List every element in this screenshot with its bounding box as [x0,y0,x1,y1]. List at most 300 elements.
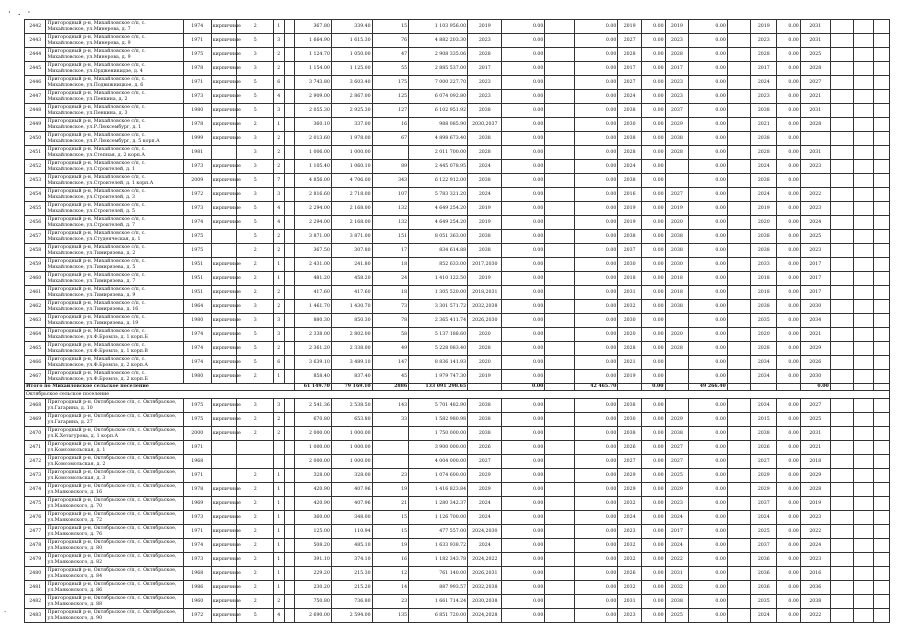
cell-addr: Пригородный р-н, Октябрьское с/п, с. Октябрьское, ул.Маяковского, д. 72 [46,511,183,525]
cell-p: 33 [372,413,408,427]
cell-m [211,244,237,258]
cell-y4: 2021 [800,90,830,104]
cell-a1: 880.30 [295,314,331,328]
cell-z3: 0.00 [777,609,801,623]
cell-n: 2475 [25,497,46,511]
cell-empty [830,497,854,511]
cell-z2: 0.00 [689,356,728,370]
cell-y1: 2020 [618,328,642,342]
cell-empty [873,511,889,525]
cell-empty [873,202,889,216]
cell-empty [727,539,751,553]
cell-a2: 4 706.00 [331,174,372,188]
cell-addr: Пригородный р-н, Октябрьское с/п, с. Октябрьское, ул.Маяковского, д. 80 [46,539,183,553]
cell-addr: Пригородный р-н, Октябрьское с/п, с. Октябрьское, ул.Маяковского, д. 70 [46,497,183,511]
cell-p: 19 [372,539,408,553]
cell-y1: 2018 [618,272,642,286]
cell-t: 2023 [468,34,502,48]
table-row [25,230,890,244]
cell-m: кирпичные [211,553,237,567]
cell-empty [727,581,751,595]
cell-f: 5 [237,328,273,342]
cell-y3: 2020 [751,216,777,230]
table-row [25,539,890,553]
cell-n: 2468 [25,399,46,413]
cell-y4: 2022 [800,609,830,623]
subtotal-row [25,384,890,391]
cell-n: 2469 [25,413,46,427]
cell-n: 2454 [25,188,46,202]
cell-empty [727,511,751,525]
cell-y2: 2028 [665,342,689,356]
cell-p: 18 [372,258,408,272]
cell-x: 0.00 [575,258,618,272]
cell-y3: 2034 [751,399,777,413]
cell-a1: 367.50 [295,244,331,258]
cell-z: 0.00 [502,132,545,146]
cell-empty [545,314,575,328]
cell-empty [830,511,854,525]
cell-y4: 2023 [800,511,830,525]
cell-y1: 2024 [618,90,642,104]
cell-n: 2449 [25,118,46,132]
cell-p: 125 [372,90,408,104]
cell-e: 2 [273,132,284,146]
cell-f: 2 [237,595,273,609]
cell-empty [873,581,889,595]
cell-empty [830,441,854,455]
cell-addr: Пригородный р-н, Октябрьское с/п, с. Октябрьское, ул.Гагарина, д. 10 [46,399,183,413]
cell-a2: 1 000.00 [331,441,372,455]
cell-addr: Пригородный р-н, Михайловское с/п, с. Михайловское, ул.Студенческая, д. 1 [46,230,183,244]
cell-x: 0.00 [575,413,618,427]
cell-addr: Пригородный р-н, Михайловское с/п, с. Михайловское, ул.Ф.Бромлэ, д. 2 корп.А [46,356,183,370]
cell-y1: 2030 [618,314,642,328]
cell-n: 2476 [25,511,46,525]
cell-p: 12 [372,567,408,581]
cell-empty [545,62,575,76]
cell-y: 1981 [183,146,211,160]
table-row [25,244,890,258]
cell-z: 0.00 [502,399,545,413]
cell-y4: 2031 [800,104,830,118]
cell-y4: 2017 [800,286,830,300]
cell-empty [545,286,575,300]
cell-empty [727,48,751,62]
cell-z: 0.00 [502,118,545,132]
cell-e: 6 [273,356,284,370]
cell-z2: 0.00 [689,595,728,609]
cell-t: 2024 [468,511,502,525]
cell-empty [830,104,854,118]
cell-y3: 2018 [751,286,777,300]
cell-z1: 0.00 [641,230,665,244]
cell-z: 0.00 [502,272,545,286]
cell-empty [727,567,751,581]
table-row [25,441,890,455]
cell-a1: 2 294.00 [295,202,331,216]
cell-y: 1978 [183,483,211,497]
table-row [25,314,890,328]
cell-a1: 670.80 [295,413,331,427]
cell-a2: 1 000.00 [331,146,372,160]
cell-z3: 0.00 [777,427,801,441]
cell-empty [727,525,751,539]
cell-z: 0.00 [502,413,545,427]
cell-z2: 0.00 [689,342,728,356]
cell-y: 1972 [183,609,211,623]
cell-empty [854,328,873,342]
cell-a1: 2 361.20 [295,342,331,356]
cell-e: 2 [273,160,284,174]
cell-a1: 858.40 [295,370,331,384]
cell-m: кирпичные [211,595,237,609]
cell-empty [854,90,873,104]
cell-f: 2 [237,469,273,483]
cell-z: 0.00 [502,427,545,441]
cell-t: 2038 [468,399,502,413]
cell-m: кирпичные [211,413,237,427]
cell-m: кирпичные [211,202,237,216]
cell-addr: Пригородный р-н, Михайловское с/п, с. Михайловское, ул.Тимирязева, д. 19 [46,314,183,328]
cell-addr: Пригородный р-н, Михайловское с/п, с. Михайловское, ул.Тимирязева, д. 16 [46,300,183,314]
cell-y1: 2032 [618,539,642,553]
table-row [25,146,890,160]
cell-empty [545,342,575,356]
cell-empty [284,581,295,595]
cell-a1: 1 000.00 [295,441,331,455]
cell-y4: 2016 [800,567,830,581]
cell-z2: 0.00 [689,76,728,90]
cell-empty [854,272,873,286]
cell-x: 0.00 [575,146,618,160]
cell-p: 107 [372,188,408,202]
cell-f: 2 [237,567,273,581]
cell-empty [854,413,873,427]
cell-empty [284,553,295,567]
cell-a1: 508.20 [295,539,331,553]
cell-y4: 2028 [800,62,830,76]
cell-a1: 367.80 [295,20,331,34]
cell-s: 2 365 411.74 [409,314,468,328]
cell-z: 0.00 [502,216,545,230]
cell-z3: 0.00 [777,553,801,567]
cell-m [211,146,237,160]
cell-n: 2453 [25,174,46,188]
cell-e: 1 [273,258,284,272]
cell-z2: 0.00 [689,258,728,272]
cell-empty [284,202,295,216]
cell-t: 2030,2038 [468,595,502,609]
cell-z1: 0.00 [641,258,665,272]
cell-empty [727,342,751,356]
cell-z: 0.00 [502,342,545,356]
cell-empty [873,118,889,132]
cell-empty [854,132,873,146]
cell-y: 1951 [183,286,211,300]
cell-y2: 2019 [665,202,689,216]
cell-s: 887 993.57 [409,581,468,595]
cell-y2: 2024 [665,511,689,525]
cell-e: 3 [273,188,284,202]
cell-y3: 2037 [751,497,777,511]
cell-x: 0.00 [575,356,618,370]
cell-empty [873,48,889,62]
cell-y3: 2038 [751,174,777,188]
cell-z1: 0.00 [641,160,665,174]
cell-s: 1 103 956.00 [409,20,468,34]
cell-e [273,455,284,469]
cell-z: 0.00 [502,202,545,216]
cell-f: 2 [237,483,273,497]
cell-n: 2456 [25,216,46,230]
cell-a1: 360.10 [295,118,331,132]
cell-y3: 2019 [751,20,777,34]
cell-a2: 2 718.00 [331,188,372,202]
cell-empty [545,202,575,216]
cell-empty [854,76,873,90]
cell-y3: 2024 [751,609,777,623]
cell-f: 5 [237,34,273,48]
cell-addr: Пригородный р-н, Октябрьское с/п, с. Октябрьское, ул.Комсомольская, д. 2 [46,455,183,469]
cell-z2: 0.00 [689,20,728,34]
cell-y4: 2031 [800,34,830,48]
cell-y: 1974 [183,216,211,230]
cell-empty [830,356,854,370]
cell-empty [854,230,873,244]
cell-empty [284,230,295,244]
cell-t: 2027 [468,455,502,469]
cell-empty [284,300,295,314]
cell-empty [727,104,751,118]
cell-x: 0.00 [575,525,618,539]
cell-empty [545,244,575,258]
cell-y: 1974 [183,20,211,34]
cell-z1: 0.00 [641,356,665,370]
cell-empty [727,314,751,328]
cell-m: кирпичные [211,581,237,595]
cell-n: 2457 [25,230,46,244]
cell-z3: 0.00 [777,370,801,384]
cell-x: 0.00 [575,34,618,48]
cell-z: 0.00 [502,258,545,272]
cell-e: 1 [273,118,284,132]
cell-y1: 2031 [618,286,642,300]
cell-f: 5 [237,76,273,90]
table-row [25,427,890,441]
cell-p: 143 [372,399,408,413]
cell-empty [873,62,889,76]
cell-y3: 2036 [751,581,777,595]
cell-z: 0.00 [502,286,545,300]
cell-y2: 2029 [665,483,689,497]
cell-f [237,455,273,469]
cell-f: 2 [237,511,273,525]
cell-n: 2471 [25,441,46,455]
cell-a1: 750.80 [295,595,331,609]
cell-empty [873,483,889,497]
cell-empty [727,609,751,623]
table-row [25,483,890,497]
table-row [25,525,890,539]
cell-z2: 0.00 [689,286,728,300]
cell-empty [854,62,873,76]
cell-addr: Пригородный р-н, Октябрьское с/п, с. Октябрьское, ул.Маяковского, д. 16 [46,483,183,497]
cell-y3: 2021 [751,118,777,132]
cell-a2: 458.20 [331,272,372,286]
cell-empty [873,286,889,300]
cell-z: 0.00 [502,609,545,623]
cell-a2: 485.10 [331,539,372,553]
cell-empty [854,300,873,314]
table-row [25,20,890,34]
cell-p: 15 [372,525,408,539]
cell-y3: 2029 [751,469,777,483]
cell-n: 2445 [25,62,46,76]
cell-m: кирпичные [211,48,237,62]
cell-empty [873,539,889,553]
cell-empty [545,427,575,441]
cell-s: 1 126 700.00 [409,511,468,525]
cell-z2: 0.00 [689,370,728,384]
cell-e: 2 [273,62,284,76]
cell-z2: 0.00 [689,272,728,286]
cell-m: кирпичные [211,483,237,497]
cell-empty [854,244,873,258]
cell-empty [873,553,889,567]
cell-empty [854,286,873,300]
cell-empty [727,62,751,76]
cell-empty [284,342,295,356]
cell-empty [854,188,873,202]
cell-a1: 3 743.80 [295,76,331,90]
cell-y4: 2029 [800,469,830,483]
cell-x: 0.00 [575,300,618,314]
cell-e: 1 [273,581,284,595]
cell-z: 0.00 [502,90,545,104]
cell-a2: 3 871.00 [331,230,372,244]
cell-n: 2446 [25,76,46,90]
cell-m: кирпичные [211,328,237,342]
cell-e: 2 [273,230,284,244]
cell-empty [727,441,751,455]
cell-a1: 1 664.90 [295,34,331,48]
cell-z1: 0.00 [641,76,665,90]
cell-empty [727,20,751,34]
cell-empty [545,539,575,553]
cell-addr: Пригородный р-н, Михайловское с/п, с. Михайловское, ул.Р.Люксембург, д. 1 [46,118,183,132]
cell-addr: Пригородный р-н, Михайловское с/п, с. Михайловское, ул.Строителей, д. 1 [46,160,183,174]
subtotal-residents: 2886 [372,384,408,391]
cell-z2: 0.00 [689,581,728,595]
cell-f: 5 [237,90,273,104]
cell-y4: 2017 [800,258,830,272]
table-row [25,328,890,342]
cell-t: 2038 [468,132,502,146]
cell-y: 1972 [183,188,211,202]
cell-addr: Пригородный р-н, Михайловское с/п, с. Михайловское, ул.Ф.Бромлэ, д. 1 корп.В [46,342,183,356]
cell-empty [873,34,889,48]
cell-m: кирпичные [211,300,237,314]
cell-t: 2024 [468,160,502,174]
cell-a2: 2 925.30 [331,104,372,118]
cell-n: 2452 [25,160,46,174]
cell-p: 16 [372,553,408,567]
cell-y1: 2019 [618,20,642,34]
cell-e: 2 [273,146,284,160]
cell-addr: Пригородный р-н, Октябрьское с/п, с. Октябрьское, ул.Комсомольская, д. 3 [46,469,183,483]
cell-a1: 2 338.00 [295,328,331,342]
cell-y2 [665,314,689,328]
cell-y2: 2032 [665,581,689,595]
subtotal-cost-a: 0.00 [502,384,545,391]
cell-n: 2442 [25,20,46,34]
cell-z2: 0.00 [689,328,728,342]
cell-z1: 0.00 [641,427,665,441]
cell-empty [873,230,889,244]
cell-y4: 2031 [800,427,830,441]
cell-t: 2018,2031 [468,286,502,300]
cell-x: 0.00 [575,441,618,455]
subtotal-area-total: 61 149.70 [295,384,331,391]
cell-z3: 0.00 [777,483,801,497]
cell-y1: 2017 [618,62,642,76]
cell-t: 2019 [468,202,502,216]
cell-a2: 1 050.00 [331,48,372,62]
cell-y2: 2038 [665,244,689,258]
cell-z: 0.00 [502,146,545,160]
cell-empty [545,469,575,483]
cell-empty [873,104,889,118]
table-row [25,609,890,623]
cell-x: 0.00 [575,174,618,188]
cell-empty [727,132,751,146]
cell-t: 2019 [468,370,502,384]
cell-n: 2481 [25,581,46,595]
table-row [25,174,890,188]
cell-y3: 2033 [751,258,777,272]
cell-empty [830,300,854,314]
cell-t: 2017,2030 [468,258,502,272]
cell-y4: 2023 [800,244,830,258]
cell-y4: 2030 [800,370,830,384]
cell-s: 3 900 000.00 [409,441,468,455]
cell-y2: 2023 [665,34,689,48]
cell-e: 2 [273,244,284,258]
cell-y1: 2032 [618,300,642,314]
cell-empty [830,314,854,328]
cell-x: 0.00 [575,216,618,230]
cell-z3: 0.00 [777,455,801,469]
cell-e: 1 [273,20,284,34]
cell-p: 127 [372,104,408,118]
cell-t: 2038 [468,244,502,258]
cell-empty [830,525,854,539]
cell-y3: 2038 [751,104,777,118]
cell-a1: 2 816.60 [295,188,331,202]
cell-empty [873,441,889,455]
cell-f: 2 [237,413,273,427]
cell-empty [854,34,873,48]
cell-t: 2024 [468,539,502,553]
cell-a1: 420.90 [295,483,331,497]
cell-z: 0.00 [502,370,545,384]
cell-p: 18 [372,286,408,300]
cell-f: 2 [237,539,273,553]
cell-f: 5 [237,104,273,118]
cell-z3: 0.00 [777,286,801,300]
cell-empty [854,553,873,567]
